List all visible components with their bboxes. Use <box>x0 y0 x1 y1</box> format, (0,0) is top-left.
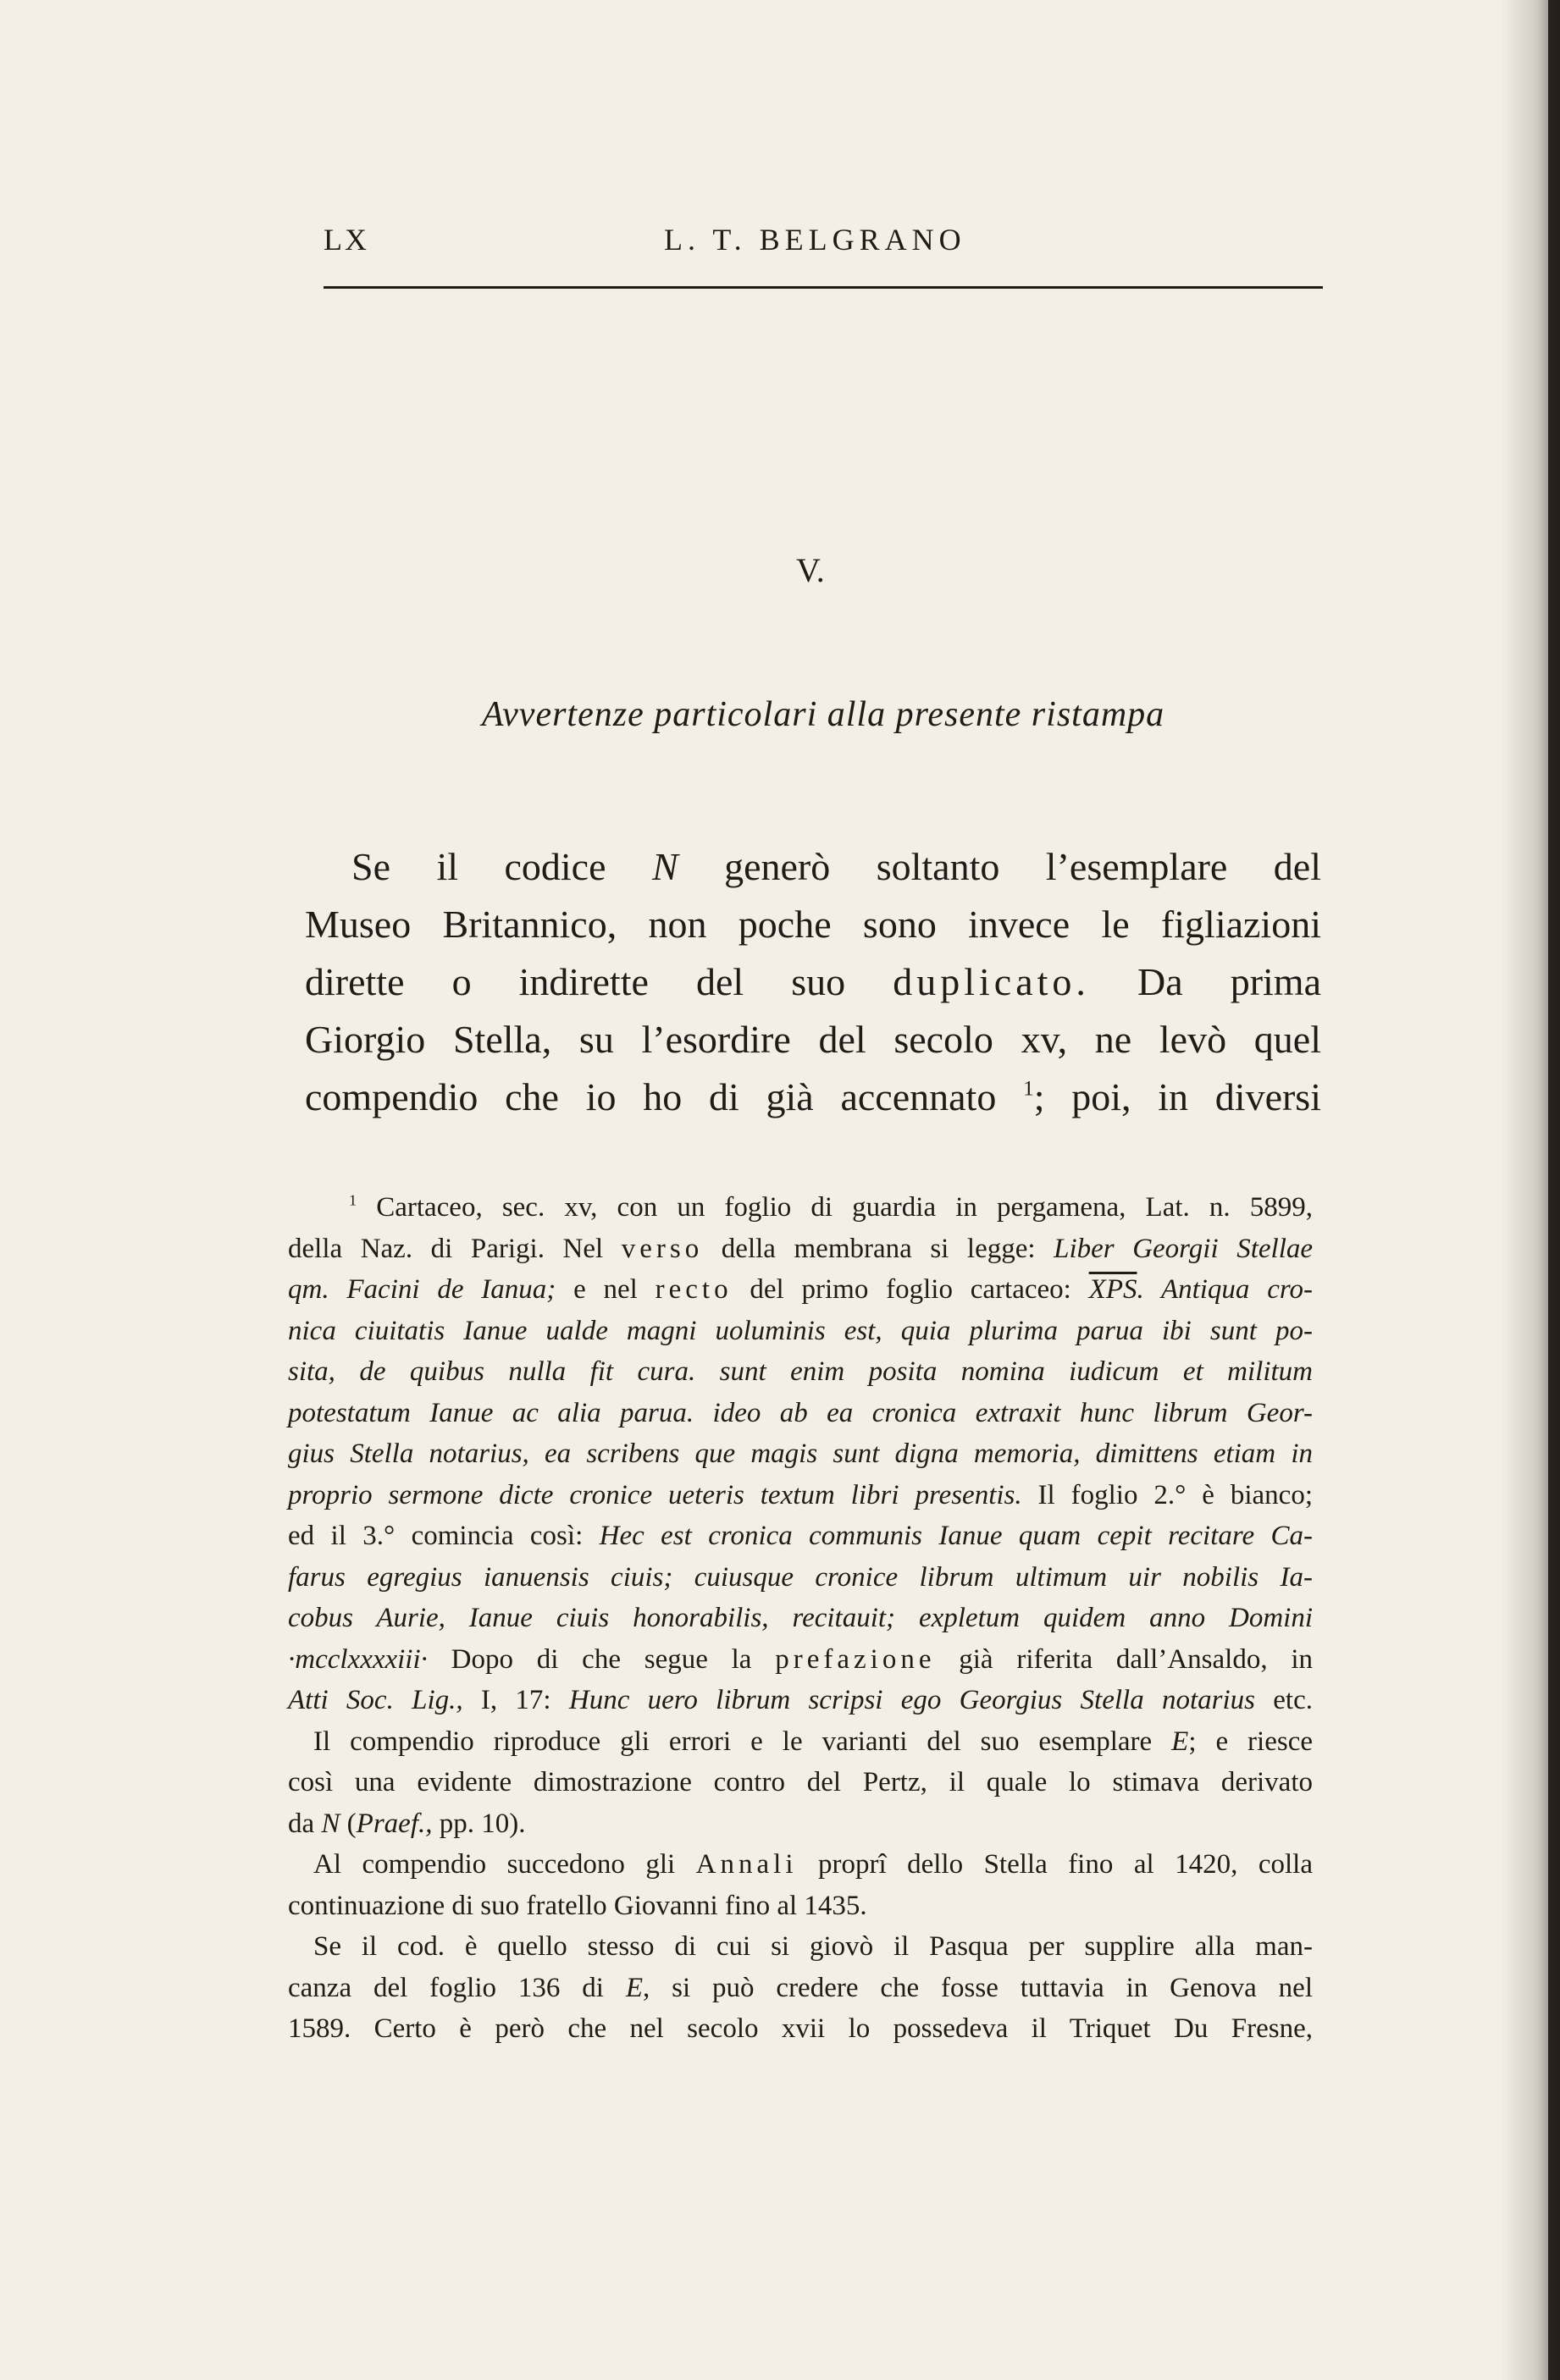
footnote <box>288 1187 1313 2050</box>
page-folio: LX <box>324 223 369 257</box>
footnote-line: Atti Soc. Lig., I, 17: Hunc uero librum scripsi ego Georgius Stella notarius etc. <box>288 1685 1313 1715</box>
footnote-line: gius Stella notarius, ea scribens que magis sunt digna memoria, dimittens etiam in <box>288 1438 1313 1469</box>
body-line: Giorgio Stella, su l’esordire del secolo xv, ne levò quel <box>305 1018 1321 1061</box>
footnote-line: ·mcclxxxxiii· Dopo di che segue la prefazione già riferita dall’Ansaldo, in <box>288 1643 1314 1675</box>
footnote-line: continuazione di suo fratello Giovanni fino al 1435. <box>288 1890 867 1921</box>
body-line: compendio che io ho di già accennato $^1$; poi, in diversi <box>305 1075 1321 1118</box>
footnote-line: canza del foglio 136 di E, si può credere che fosse tuttavia in Genova nel <box>288 1972 1313 2003</box>
body-paragraph <box>305 838 1321 1126</box>
footnote-line: Il compendio riproduce gli errori e le varianti del suo esemplare E; e riesce <box>313 1726 1313 1757</box>
header-rule <box>324 286 1323 289</box>
footnote-line: Se il cod. è quello stesso di cui si giovò il Pasqua per supplire alla man- <box>313 1931 1313 1962</box>
footnote-line: 1589. Certo è però che nel secolo xvii lo possedeva il Triquet Du Fresne, <box>288 2013 1313 2044</box>
footnote-line: cobus Aurie, Ianue ciuis honorabilis, recitauit; expletum quidem anno Domini <box>288 1603 1313 1633</box>
footnote-line: da N (Praef., pp. 10). <box>288 1808 526 1839</box>
footnote-line: proprio sermone dicte cronice ueteris textum libri presentis. Il foglio 2.° è bianco; <box>288 1479 1313 1510</box>
running-head-author: L. T. BELGRANO <box>664 223 966 257</box>
body-line: Museo Britannico, non poche sono invece le figliazioni <box>305 903 1321 946</box>
section-number: V. <box>796 551 825 589</box>
footnote-line: $^1$ Cartaceo, sec. xv, con un foglio di guardia in pergamena, Lat. n. 5899, <box>349 1191 1313 1223</box>
footnote-marker: 1 <box>349 1191 357 1209</box>
section-title: Avvertenze particolari alla presente ristampa <box>481 695 1165 734</box>
footnote-line: Al compendio succedono gli Annali proprî dello Stella fino al 1420, colla <box>313 1849 1313 1880</box>
footnote-line: della Naz. di Parigi. Nel verso della membrana si legge: Liber Georgii Stellae <box>288 1233 1314 1264</box>
footnote-ref: 1 <box>1023 1076 1034 1101</box>
footnote-line: nica ciuitatis Ianue ualde magni uoluminis est, quia plurima parua ibi sunt po- <box>288 1315 1313 1346</box>
page-edge <box>1548 0 1560 2380</box>
footnote-line: ed il 3.° comincia così: Hec est cronica communis Ianue quam cepit recitare Ca- <box>288 1521 1314 1551</box>
footnote-line: potestatum Ianue ac alia parua. ideo ab ea cronica extraxit hunc librum Geor- <box>288 1397 1313 1428</box>
footnote-line: qm. Facini de Ianua; e nel recto del primo foglio cartaceo: $\overline{XPS}$. Antiqua cro- <box>288 1274 1313 1305</box>
running-head <box>324 222 1323 264</box>
footnote-line: farus egregius ianuensis ciuis; cuiusque cronice librum ultimum uir nobilis Ia- <box>288 1561 1313 1593</box>
footnote-line: sita, de quibus nulla fit cura. sunt enim posita nomina iudicum et militum <box>288 1356 1313 1387</box>
body-line: dirette o indirette del suo duplicato. Da prima <box>305 960 1321 1003</box>
body-line: Se il codice N generò soltanto l’esemplare del <box>351 845 1321 888</box>
footnote-line: così una evidente dimostrazione contro del Pertz, il quale lo stimava derivato <box>288 1767 1313 1797</box>
